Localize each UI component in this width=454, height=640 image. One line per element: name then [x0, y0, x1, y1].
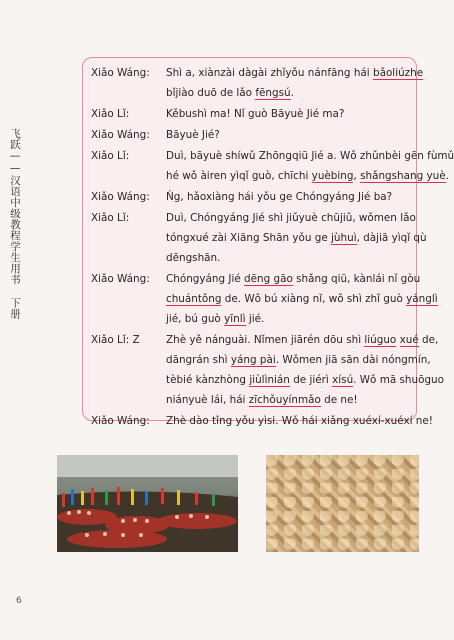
text-segment: Zhè yě nánguài. Nǐmen jiārén dōu shì — [166, 334, 365, 346]
dragon-boat-illustration — [57, 455, 238, 552]
vocabulary-word: chuántǒng — [166, 293, 222, 305]
speaker-name: Xiǎo Wáng: — [91, 191, 150, 203]
vocabulary-word: yuèbing — [311, 170, 354, 182]
speaker-name: Xiǎo Lǐ: Z — [91, 334, 140, 346]
utterance-line — [166, 166, 449, 186]
text-segment: bǐjiào duō de lǎo — [166, 87, 256, 99]
text-segment: . Wǒ mā shuōguo — [353, 374, 444, 386]
vocabulary-word: bǎoliúzhe — [372, 67, 424, 79]
text-segment: niányuè lái, hái — [166, 394, 249, 406]
speaker-utterance — [166, 146, 454, 186]
dialogue-turn — [83, 330, 444, 410]
speaker-name: Xiǎo Wáng: — [91, 129, 150, 141]
utterance-line — [166, 350, 431, 370]
text-segment: dēngshān. — [166, 252, 221, 264]
book-side-title: 飞跃——汉语中级教程学生用书 下册 — [9, 128, 21, 320]
utterance-line — [166, 309, 411, 329]
text-segment: dāngrán shì — [166, 354, 231, 366]
speaker-name: Xiǎo Lǐ: — [91, 108, 130, 120]
text-segment: shǎng qiū, kànlái nǐ gòu — [292, 273, 421, 285]
vocabulary-word: zīchǒuyínmǎo — [248, 394, 321, 406]
speaker-utterance — [166, 269, 438, 329]
speaker-utterance — [166, 330, 444, 410]
utterance-line — [166, 390, 411, 410]
speaker-name: Xiǎo Wáng: — [91, 67, 150, 79]
text-segment: de, — [418, 334, 439, 346]
vocabulary-word: fēngsú — [255, 87, 291, 99]
speaker-utterance — [166, 104, 411, 124]
utterance-line — [166, 63, 424, 83]
utterance-line — [166, 248, 411, 268]
speaker-utterance — [166, 411, 433, 431]
text-segment: Chóngyáng Jié — [166, 273, 245, 285]
vocabulary-word: liúguo — [364, 334, 397, 346]
text-segment: de ne! — [320, 394, 358, 406]
text-segment: hé wǒ àiren yìqǐ guò, chīchi — [166, 170, 312, 182]
text-segment: tóngxué zài Xiāng Shān yǒu ge — [166, 232, 332, 244]
utterance-line — [166, 330, 439, 350]
vocabulary-word: yīnlì — [224, 313, 246, 325]
vocabulary-word: shǎngshang yuè — [360, 170, 446, 182]
text-segment: Duì, Chóngyáng Jié shì jiǔyuè chūjiǔ, wǒmen lǎo — [166, 212, 416, 224]
dialogue-box — [82, 57, 454, 427]
vocabulary-word: jiùlìnián — [249, 374, 290, 386]
text-segment: Zhè dào tǐng yǒu yìsi. Wǒ hái xiǎng xuéxí-xuéxí ne! — [166, 415, 433, 427]
utterance-line — [166, 125, 411, 145]
utterance-line — [166, 146, 454, 166]
text-segment: . — [290, 87, 294, 99]
text-segment: Ńg, hǎoxiàng hái yǒu ge Chóngyáng Jié ba? — [166, 191, 393, 203]
speaker-name: Xiǎo Lǐ: — [91, 150, 130, 162]
speaker-utterance — [166, 125, 411, 145]
dialogue-turn — [83, 269, 438, 329]
speaker-name: Xiǎo Wáng: — [91, 415, 150, 427]
dialogue-turn — [83, 146, 454, 186]
zongzi-food-photo — [266, 455, 419, 552]
text-segment: . Wǒmen jiā sān dài nóngmín, — [275, 354, 431, 366]
utterance-line — [166, 228, 427, 248]
text-segment: , — [353, 170, 361, 182]
dialogue-turn — [83, 63, 424, 103]
utterance-line — [166, 411, 433, 431]
text-segment: jié, bú guò — [166, 313, 225, 325]
vocabulary-word: jùhuì — [331, 232, 357, 244]
dragon-boat-photo — [57, 455, 238, 552]
speaker-utterance — [166, 208, 427, 268]
text-segment: . — [445, 170, 449, 182]
speaker-name: Xiǎo Lǐ: — [91, 212, 130, 224]
text-segment: Bāyuè Jié? — [166, 129, 220, 141]
vocabulary-word: dēng gāo — [244, 273, 293, 285]
page-number: 6 — [16, 596, 22, 606]
vocabulary-word: yánglì — [406, 293, 438, 305]
utterance-line — [166, 289, 438, 309]
vocabulary-word: xísú — [332, 374, 354, 386]
text-segment: , dàjiā yìqǐ qù — [356, 232, 427, 244]
utterance-line — [166, 104, 411, 124]
text-segment: jié. — [245, 313, 265, 325]
speaker-utterance — [166, 187, 411, 207]
text-segment: tèbié kànzhòng — [166, 374, 250, 386]
utterance-line — [166, 208, 416, 228]
vocabulary-word: yáng pài — [230, 354, 276, 366]
dialogue-turn — [83, 125, 416, 145]
text-segment: de jiérì — [289, 374, 333, 386]
text-segment: de. Wǒ bú xiàng nǐ, wǒ shì zhǐ guò — [221, 293, 407, 305]
dialogue-turn — [83, 104, 416, 124]
dialogue-turn — [83, 411, 433, 431]
vocabulary-word: xué — [399, 334, 419, 346]
text-segment: Kěbushì ma! Nǐ guò Bāyuè Jié ma? — [166, 108, 345, 120]
utterance-line — [166, 83, 411, 103]
utterance-line — [166, 269, 421, 289]
text-segment: Duì, bāyuè shíwǔ Zhōngqiū Jié a. Wǒ zhǔnbèi gēn fùmǔ — [166, 150, 454, 162]
dialogue-turn — [83, 187, 416, 207]
utterance-line — [166, 370, 444, 390]
utterance-line — [166, 187, 411, 207]
dialogue-turn — [83, 208, 427, 268]
speaker-name: Xiǎo Wáng: — [91, 273, 150, 285]
text-segment: Shì a, xiànzài dàgài zhǐyǒu nánfāng hái — [166, 67, 373, 79]
speaker-utterance — [166, 63, 424, 103]
